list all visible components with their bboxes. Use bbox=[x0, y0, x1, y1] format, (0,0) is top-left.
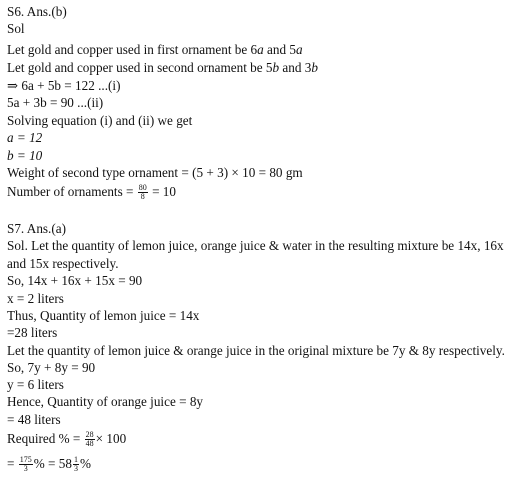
s6-line-first-ornament bbox=[7, 41, 303, 58]
fraction-numerator: 175 bbox=[19, 455, 32, 465]
fraction-numerator: 28 bbox=[85, 430, 94, 440]
s7-equation-2: So, 7y + 8y = 90 bbox=[7, 360, 96, 375]
s6-a-value: a = 12 bbox=[7, 130, 43, 145]
fraction bbox=[85, 431, 95, 448]
s6-number-of-ornaments bbox=[7, 183, 176, 201]
text: = 10 bbox=[148, 184, 176, 199]
s6-weight-line: Weight of second type ornament = (5 + 3) × 10 = 80 gm bbox=[7, 165, 303, 180]
fraction-denominator: 3 bbox=[23, 464, 28, 474]
s7-orange-juice-1: Hence, Quantity of orange juice = 8y bbox=[7, 394, 204, 409]
s7-equation-1: So, 14x + 16x + 15x = 90 bbox=[7, 273, 143, 288]
fraction-numerator: 1 bbox=[73, 455, 78, 465]
s7-orange-juice-2: = 48 liters bbox=[7, 412, 61, 427]
s6-sol-label: Sol bbox=[7, 21, 25, 36]
text: = bbox=[7, 456, 18, 471]
text: % = 58 bbox=[33, 456, 72, 471]
text: Let gold and copper used in second ornament be 5 bbox=[7, 60, 273, 75]
fraction bbox=[19, 456, 33, 473]
s7-lemon-juice-2: =28 liters bbox=[7, 325, 58, 340]
fraction-denominator: 8 bbox=[140, 192, 145, 202]
text: Required % = bbox=[7, 431, 84, 446]
mixed-fraction bbox=[73, 456, 79, 473]
var: b bbox=[311, 60, 318, 75]
s6-b-value: b = 10 bbox=[7, 148, 43, 163]
text: % bbox=[79, 456, 91, 471]
s7-required-percent bbox=[7, 430, 126, 448]
s7-original-mixture: Let the quantity of lemon juice & orange juice in the original mixture be 7y & 8y respectively. bbox=[7, 343, 505, 358]
s6-equation-2: 5a + 3b = 90 ...(ii) bbox=[7, 95, 104, 110]
s7-sol-line-1: Sol. Let the quantity of lemon juice, orange juice & water in the resulting mixture be 14x, 16x bbox=[7, 238, 504, 253]
s7-answer bbox=[7, 455, 91, 473]
text: and 5 bbox=[263, 42, 296, 57]
fraction-denominator: 3 bbox=[73, 464, 78, 474]
s6-solving-text: Solving equation (i) and (ii) we get bbox=[7, 113, 193, 128]
var: b bbox=[272, 60, 280, 75]
var: a bbox=[257, 42, 264, 57]
text: Let gold and copper used in first ornament be 6 bbox=[7, 42, 258, 57]
fraction-numerator: 80 bbox=[138, 183, 147, 193]
s7-sol-line-2: and 15x respectively. bbox=[7, 256, 119, 271]
fraction bbox=[138, 184, 148, 201]
s7-heading: S7. Ans.(a) bbox=[7, 221, 66, 236]
s7-x-value: x = 2 liters bbox=[7, 291, 64, 306]
text: Number of ornaments = bbox=[7, 184, 137, 199]
s7-y-value: y = 6 liters bbox=[7, 377, 64, 392]
fraction-denominator: 48 bbox=[85, 439, 94, 449]
s6-equation-1: ⇒ 6a + 5b = 122 ...(i) bbox=[7, 78, 121, 93]
var: a bbox=[295, 42, 303, 57]
text: × 100 bbox=[95, 431, 127, 446]
text: and 3 bbox=[279, 60, 312, 75]
s6-line-second-ornament bbox=[7, 59, 318, 76]
s6-heading: S6. Ans.(b) bbox=[7, 4, 67, 19]
s7-lemon-juice-1: Thus, Quantity of lemon juice = 14x bbox=[7, 308, 200, 323]
